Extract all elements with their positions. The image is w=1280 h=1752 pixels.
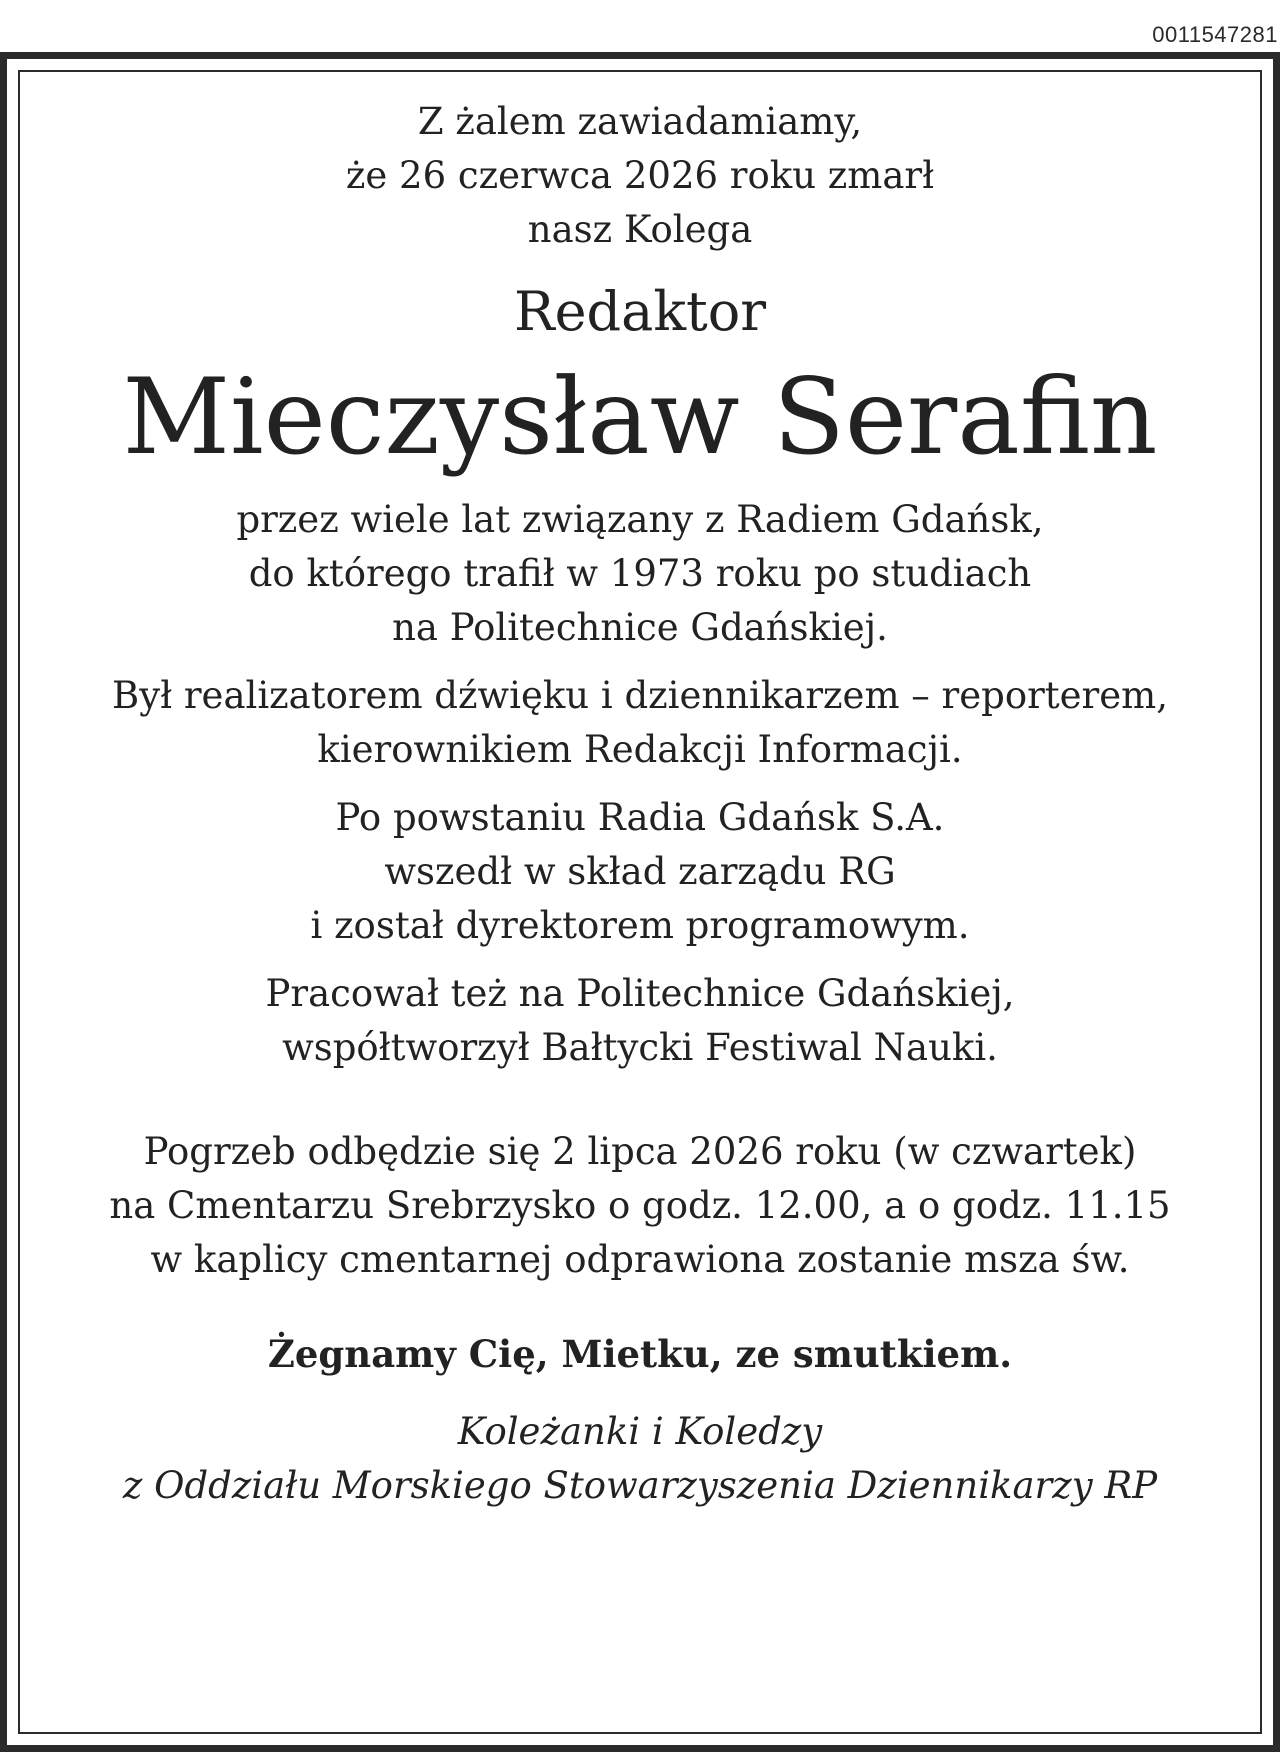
biography-line: na Politechnice Gdańskiej. <box>392 606 888 649</box>
funeral-line: w kaplicy cmentarnej odprawiona zostanie msza św. <box>150 1238 1130 1281</box>
intro-line: Z żalem zawiadamiamy, <box>417 100 863 143</box>
biography-paragraph <box>7 967 1273 1075</box>
intro-line: nasz Kolega <box>527 208 753 251</box>
funeral-line: Pogrzeb odbędzie się 2 lipca 2026 roku (w czwartek) <box>143 1130 1137 1173</box>
intro-text <box>7 95 1273 257</box>
ad-reference-number: 0011547281 <box>1152 22 1278 47</box>
signature <box>7 1405 1273 1513</box>
biography-line: Po powstaniu Radia Gdańsk S.A. <box>335 796 945 839</box>
funeral-details <box>7 1125 1273 1287</box>
deceased-title: Redaktor <box>513 280 767 343</box>
biography-line: kierownikiem Redakcji Informacji. <box>317 728 963 771</box>
biography-paragraph <box>7 669 1273 777</box>
biography-paragraph <box>7 493 1273 655</box>
biography-line: wszedł w skład zarządu RG <box>384 850 896 893</box>
biography-line: i został dyrektorem programowym. <box>310 904 970 947</box>
obituary-content <box>7 95 1273 1513</box>
intro-line: że 26 czerwca 2026 roku zmarł <box>345 154 935 197</box>
biography-line: przez wiele lat związany z Radiem Gdańsk, <box>236 498 1044 541</box>
biography-line: Był realizatorem dźwięku i dziennikarzem – reporterem, <box>112 674 1168 717</box>
obituary-frame-outer <box>0 52 1280 1752</box>
biography-line: Pracował też na Politechnice Gdańskiej, <box>265 972 1015 1015</box>
signature-line: z Oddziału Morskiego Stowarzyszenia Dziennikarzy RP <box>122 1464 1158 1507</box>
biography-paragraph <box>7 791 1273 953</box>
farewell-message: Żegnamy Cię, Mietku, ze smutkiem. <box>267 1332 1013 1376</box>
funeral-line: na Cmentarzu Srebrzysko o godz. 12.00, a o godz. 11.15 <box>109 1184 1171 1227</box>
deceased-name: Mieczysław Serafin <box>122 356 1158 478</box>
biography-line: do którego trafił w 1973 roku po studiach <box>248 552 1032 595</box>
biography-line: współtworzył Bałtycki Festiwal Nauki. <box>282 1026 998 1069</box>
signature-line: Koleżanki i Koledzy <box>457 1410 823 1453</box>
